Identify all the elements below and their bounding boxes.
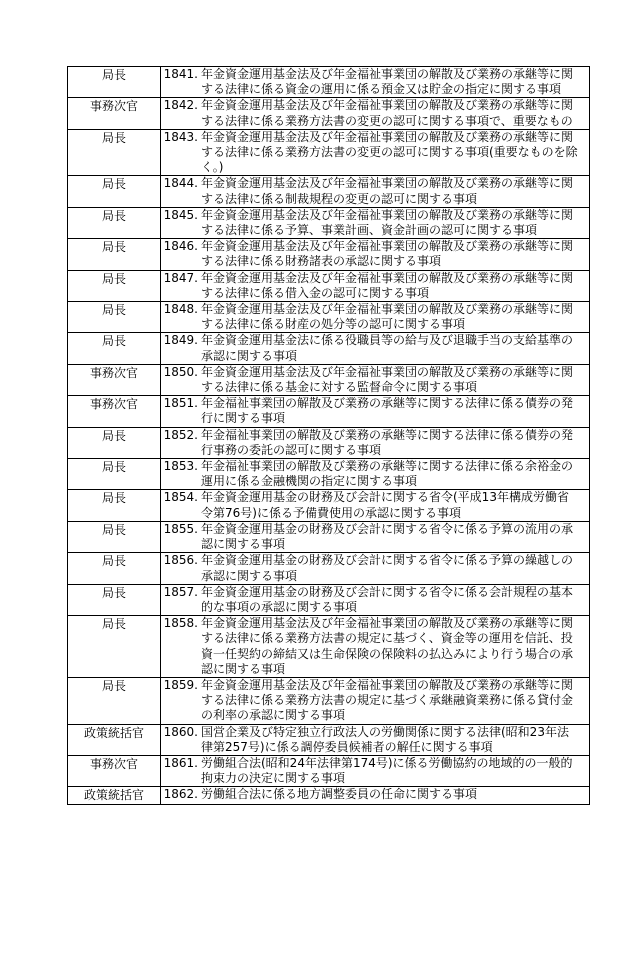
table-row (68, 459, 590, 490)
role-cell: 局長 (68, 129, 161, 176)
item-number: 1843. (163, 129, 198, 144)
item-cell (161, 490, 590, 521)
item-cell (161, 584, 590, 615)
item-text: 年金資金運用基金の財務及び会計に関する省令に係る予算の流用の承認に関する事項 (201, 521, 574, 552)
item-number: 1855. (163, 521, 198, 536)
role-cell: 局長 (68, 616, 161, 678)
table-row (68, 129, 590, 176)
role-cell: 事務次官 (68, 396, 161, 427)
role-cell: 局長 (68, 584, 161, 615)
item-number: 1856. (163, 553, 198, 568)
item-cell (161, 176, 590, 207)
table-row (68, 270, 590, 301)
item-cell (161, 98, 590, 129)
role-cell: 局長 (68, 427, 161, 458)
item-text: 年金資金運用基金法及び年金福祉事業団の解散及び業務の承継等に関する法律に係る借入金の認可に関する事項 (201, 270, 574, 300)
item-text: 年金資金運用基金法及び年金福祉事業団の解散及び業務の承継等に関する法律に係る業務方法書の規定に基づく、資金等の運用を信託、投資一任契約の締結又は生命保険の保険料の払込みにより行う場合の承認に関する事項 (201, 616, 574, 676)
item-cell (161, 427, 590, 458)
item-number: 1851. (163, 396, 198, 411)
table-row (68, 98, 590, 129)
table-row (68, 67, 590, 98)
role-cell: 局長 (68, 207, 161, 238)
table-row (68, 616, 590, 678)
role-cell: 局長 (68, 176, 161, 207)
role-cell: 局長 (68, 270, 161, 301)
item-text: 労働組合法(昭和24年法律第174号)に係る労働協約の地域的の一般的拘束力の決定に関する事項 (201, 755, 573, 786)
item-cell (161, 459, 590, 490)
item-cell (161, 207, 590, 238)
item-cell (161, 677, 590, 724)
item-cell (161, 553, 590, 584)
table-row (68, 724, 590, 755)
item-text: 国営企業及び特定独立行政法人の労働関係に関する法律(昭和23年法律第257号)に係る調停委員候補者の解任に関する事項 (201, 724, 569, 754)
item-number: 1862. (163, 787, 198, 802)
role-cell: 局長 (68, 553, 161, 584)
table-row (68, 239, 590, 270)
item-number: 1854. (163, 490, 198, 505)
item-text: 年金福祉事業団の解散及び業務の承継等に関する法律に係る余裕金の運用に係る金融機関の指定に関する事項 (201, 459, 574, 489)
item-text: 年金資金運用基金法及び年金福祉事業団の解散及び業務の承継等に関する法律に係る制裁規程の変更の認可に関する事項 (201, 176, 574, 206)
item-number: 1841. (163, 67, 198, 81)
role-cell: 局長 (68, 67, 161, 98)
item-text: 年金資金運用基金法及び年金福祉事業団の解散及び業務の承継等に関する法律に係る財務諸表の承認に関する事項 (201, 239, 574, 269)
authority-table (67, 66, 590, 805)
role-cell: 事務次官 (68, 364, 161, 395)
role-cell: 事務次官 (68, 755, 161, 786)
item-number: 1859. (163, 677, 198, 692)
table-row (68, 521, 590, 552)
item-cell (161, 396, 590, 427)
role-cell: 局長 (68, 677, 161, 724)
item-text: 年金資金運用基金法及び年金福祉事業団の解散及び業務の承継等に関する法律に係る基金に対する監督命令に関する事項 (201, 364, 574, 395)
item-cell (161, 67, 590, 98)
table-row (68, 755, 590, 786)
table-row (68, 176, 590, 207)
item-cell (161, 270, 590, 301)
item-cell (161, 616, 590, 678)
table-row (68, 584, 590, 615)
item-text: 労働組合法に係る地方調整委員の任命に関する事項 (201, 787, 478, 802)
item-text: 年金資金運用基金法及び年金福祉事業団の解散及び業務の承継等に関する法律に係る業務方法書の規定に基づく承継融資業務に係る貸付金の利率の承認に関する事項 (201, 677, 574, 723)
item-number: 1857. (163, 584, 198, 599)
role-cell: 局長 (68, 490, 161, 521)
table-row (68, 553, 590, 584)
item-number: 1853. (163, 459, 198, 474)
item-text: 年金資金運用基金法及び年金福祉事業団の解散及び業務の承継等に関する法律に係る資金の運用に係る預金又は貯金の指定に関する事項 (201, 67, 574, 97)
item-cell (161, 787, 590, 804)
item-text: 年金資金運用基金法及び年金福祉事業団の解散及び業務の承継等に関する法律に係る業務方法書の変更の認可に関する事項で、重要なもの (201, 98, 574, 128)
table-row (68, 302, 590, 333)
item-number: 1860. (163, 724, 198, 739)
item-number: 1842. (163, 98, 198, 113)
table-row (68, 207, 590, 238)
table-row (68, 333, 590, 364)
item-cell (161, 364, 590, 395)
item-cell (161, 755, 590, 786)
role-cell: 局長 (68, 239, 161, 270)
item-number: 1858. (163, 616, 198, 631)
table-row (68, 787, 590, 804)
item-number: 1852. (163, 427, 198, 442)
item-number: 1844. (163, 176, 198, 191)
role-cell: 局長 (68, 459, 161, 490)
role-cell: 局長 (68, 302, 161, 333)
item-text: 年金資金運用基金法に係る役職員等の給与及び退職手当の支給基準の承認に関する事項 (201, 333, 574, 363)
table-row (68, 677, 590, 724)
item-text: 年金資金運用基金法及び年金福祉事業団の解散及び業務の承継等に関する法律に係る予算、事業計画、資金計画の認可に関する事項 (201, 207, 574, 238)
table-row (68, 490, 590, 521)
role-cell: 局長 (68, 521, 161, 552)
item-number: 1845. (163, 207, 198, 222)
item-cell (161, 724, 590, 755)
item-cell (161, 302, 590, 333)
table-row (68, 427, 590, 458)
item-number: 1850. (163, 364, 198, 379)
item-cell (161, 521, 590, 552)
role-cell: 政策統括官 (68, 724, 161, 755)
item-cell (161, 239, 590, 270)
item-number: 1848. (163, 302, 198, 317)
item-cell (161, 129, 590, 176)
item-number: 1849. (163, 333, 198, 348)
item-cell (161, 333, 590, 364)
item-text: 年金資金運用基金の財務及び会計に関する省令に係る会計規程の基本的な事項の承認に関する事項 (201, 584, 574, 614)
item-text: 年金資金運用基金法及び年金福祉事業団の解散及び業務の承継等に関する法律に係る業務方法書の変更の認可に関する事項(重要なものを除く。) (201, 129, 578, 175)
role-cell: 事務次官 (68, 98, 161, 129)
role-cell: 政策統括官 (68, 787, 161, 804)
table-row (68, 364, 590, 395)
item-text: 年金資金運用基金法及び年金福祉事業団の解散及び業務の承継等に関する法律に係る財産の処分等の認可に関する事項 (201, 302, 574, 332)
item-number: 1861. (163, 755, 198, 770)
item-text: 年金福祉事業団の解散及び業務の承継等に関する法律に係る債券の発行事務の委託の認可に関する事項 (201, 427, 574, 457)
table-row (68, 396, 590, 427)
item-text: 年金資金運用基金の財務及び会計に関する省令に係る予算の繰越しの承認に関する事項 (201, 553, 574, 583)
item-number: 1846. (163, 239, 198, 254)
item-text: 年金福祉事業団の解散及び業務の承継等に関する法律に係る債券の発行に関する事項 (201, 396, 574, 426)
role-cell: 局長 (68, 333, 161, 364)
item-number: 1847. (163, 270, 198, 285)
item-text: 年金資金運用基金の財務及び会計に関する省令(平成13年構成労働省令第76号)に係る予備費使用の承認に関する事項 (201, 490, 569, 520)
